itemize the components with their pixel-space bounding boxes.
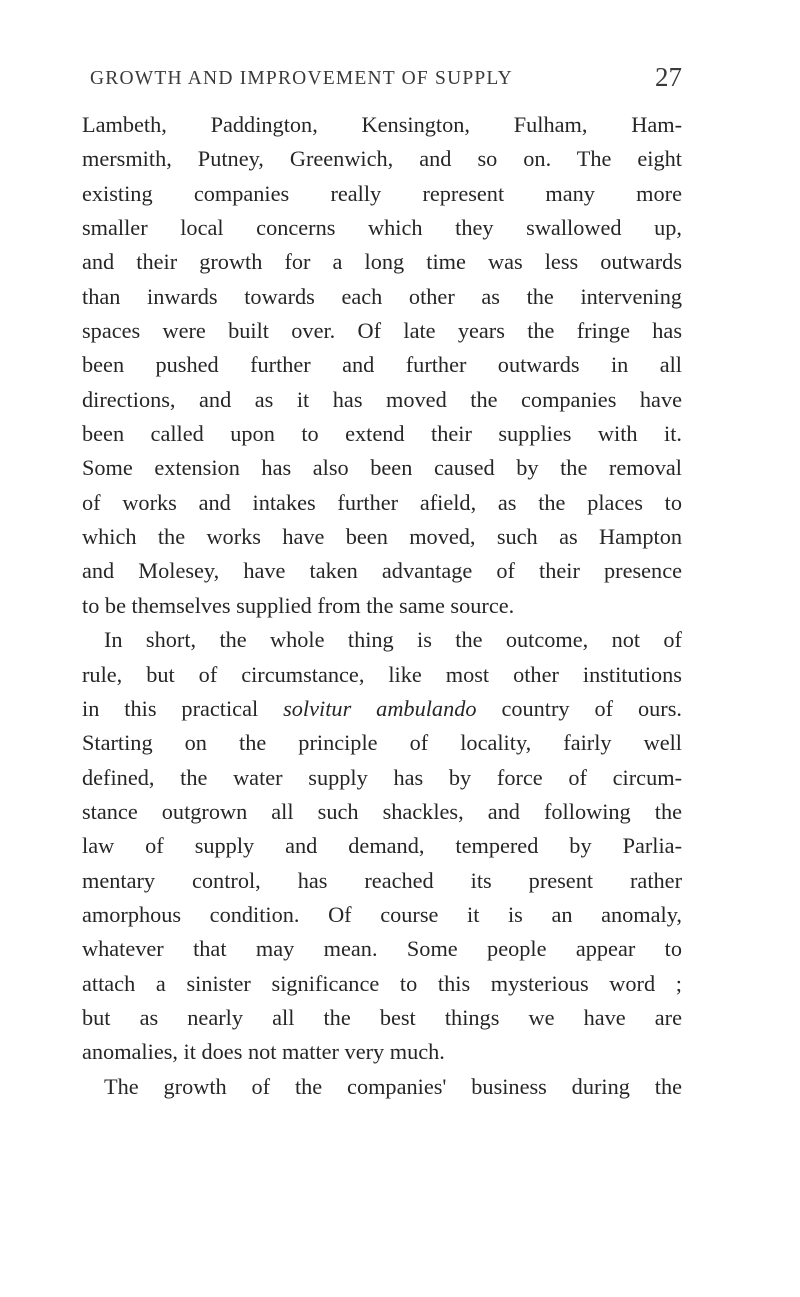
text-line: which the works have been moved, such as Hampton — [82, 524, 682, 550]
text-line: The growth of the companies' business during the — [104, 1073, 682, 1099]
running-head — [82, 62, 682, 96]
text-line: Starting on the principle of locality, fairly well — [82, 730, 682, 756]
paragraph-2 — [82, 623, 682, 1069]
text-fragment: in this practical — [82, 695, 284, 721]
text-line: spaces were built over. Of late years the fringe has — [82, 318, 682, 344]
text-line: and their growth for a long time was less outwards — [82, 249, 682, 275]
text-line: been pushed further and further outwards in all — [82, 352, 682, 378]
text-line: anomalies, it does not matter very much. — [82, 1039, 445, 1065]
text-line: directions, and as it has moved the companies have — [82, 386, 682, 412]
text-line: existing companies really represent many more — [82, 180, 682, 206]
body-text — [82, 108, 682, 1104]
text-line: and Molesey, have taken advantage of their presence — [82, 558, 682, 584]
text-line: than inwards towards each other as the intervening — [82, 283, 682, 309]
paragraph-1 — [82, 108, 682, 623]
text-line: rule, but of circumstance, like most other institutions — [82, 661, 682, 687]
text-line: smaller local concerns which they swallowed up, — [82, 215, 682, 241]
text-line: defined, the water supply has by force of circum- — [82, 764, 682, 790]
text-line: amorphous condition. Of course it is an anomaly, — [82, 901, 682, 927]
paragraph-3 — [82, 1070, 682, 1104]
text-line: In short, the whole thing is the outcome, not of — [104, 627, 682, 653]
running-head-title: GROWTH AND IMPROVEMENT OF SUPPLY — [90, 68, 513, 89]
text-line: attach a sinister significance to this mysterious word ; — [82, 970, 682, 996]
text-line: law of supply and demand, tempered by Parlia- — [82, 833, 682, 859]
text-line: Lambeth, Paddington, Kensington, Fulham, Ham- — [82, 112, 682, 137]
text-line: Some extension has also been caused by the removal — [82, 455, 682, 481]
text-fragment: country of ours. — [476, 695, 682, 721]
page-number: 27 — [655, 62, 682, 92]
text-line-with-italic — [82, 692, 682, 726]
text-line: whatever that may mean. Some people appear to — [82, 936, 682, 962]
text-line: of works and intakes further afield, as the places to — [82, 489, 682, 515]
text-line: stance outgrown all such shackles, and following the — [82, 798, 682, 824]
text-line: mentary control, has reached its present rather — [82, 867, 682, 893]
italic-latin-phrase: solvitur ambulando — [283, 695, 477, 721]
text-line: but as nearly all the best things we have are — [82, 1004, 682, 1030]
text-line: mersmith, Putney, Greenwich, and so on. The eight — [82, 146, 682, 172]
text-line: been called upon to extend their supplies with it. — [82, 421, 682, 447]
text-line: to be themselves supplied from the same source. — [82, 592, 515, 618]
